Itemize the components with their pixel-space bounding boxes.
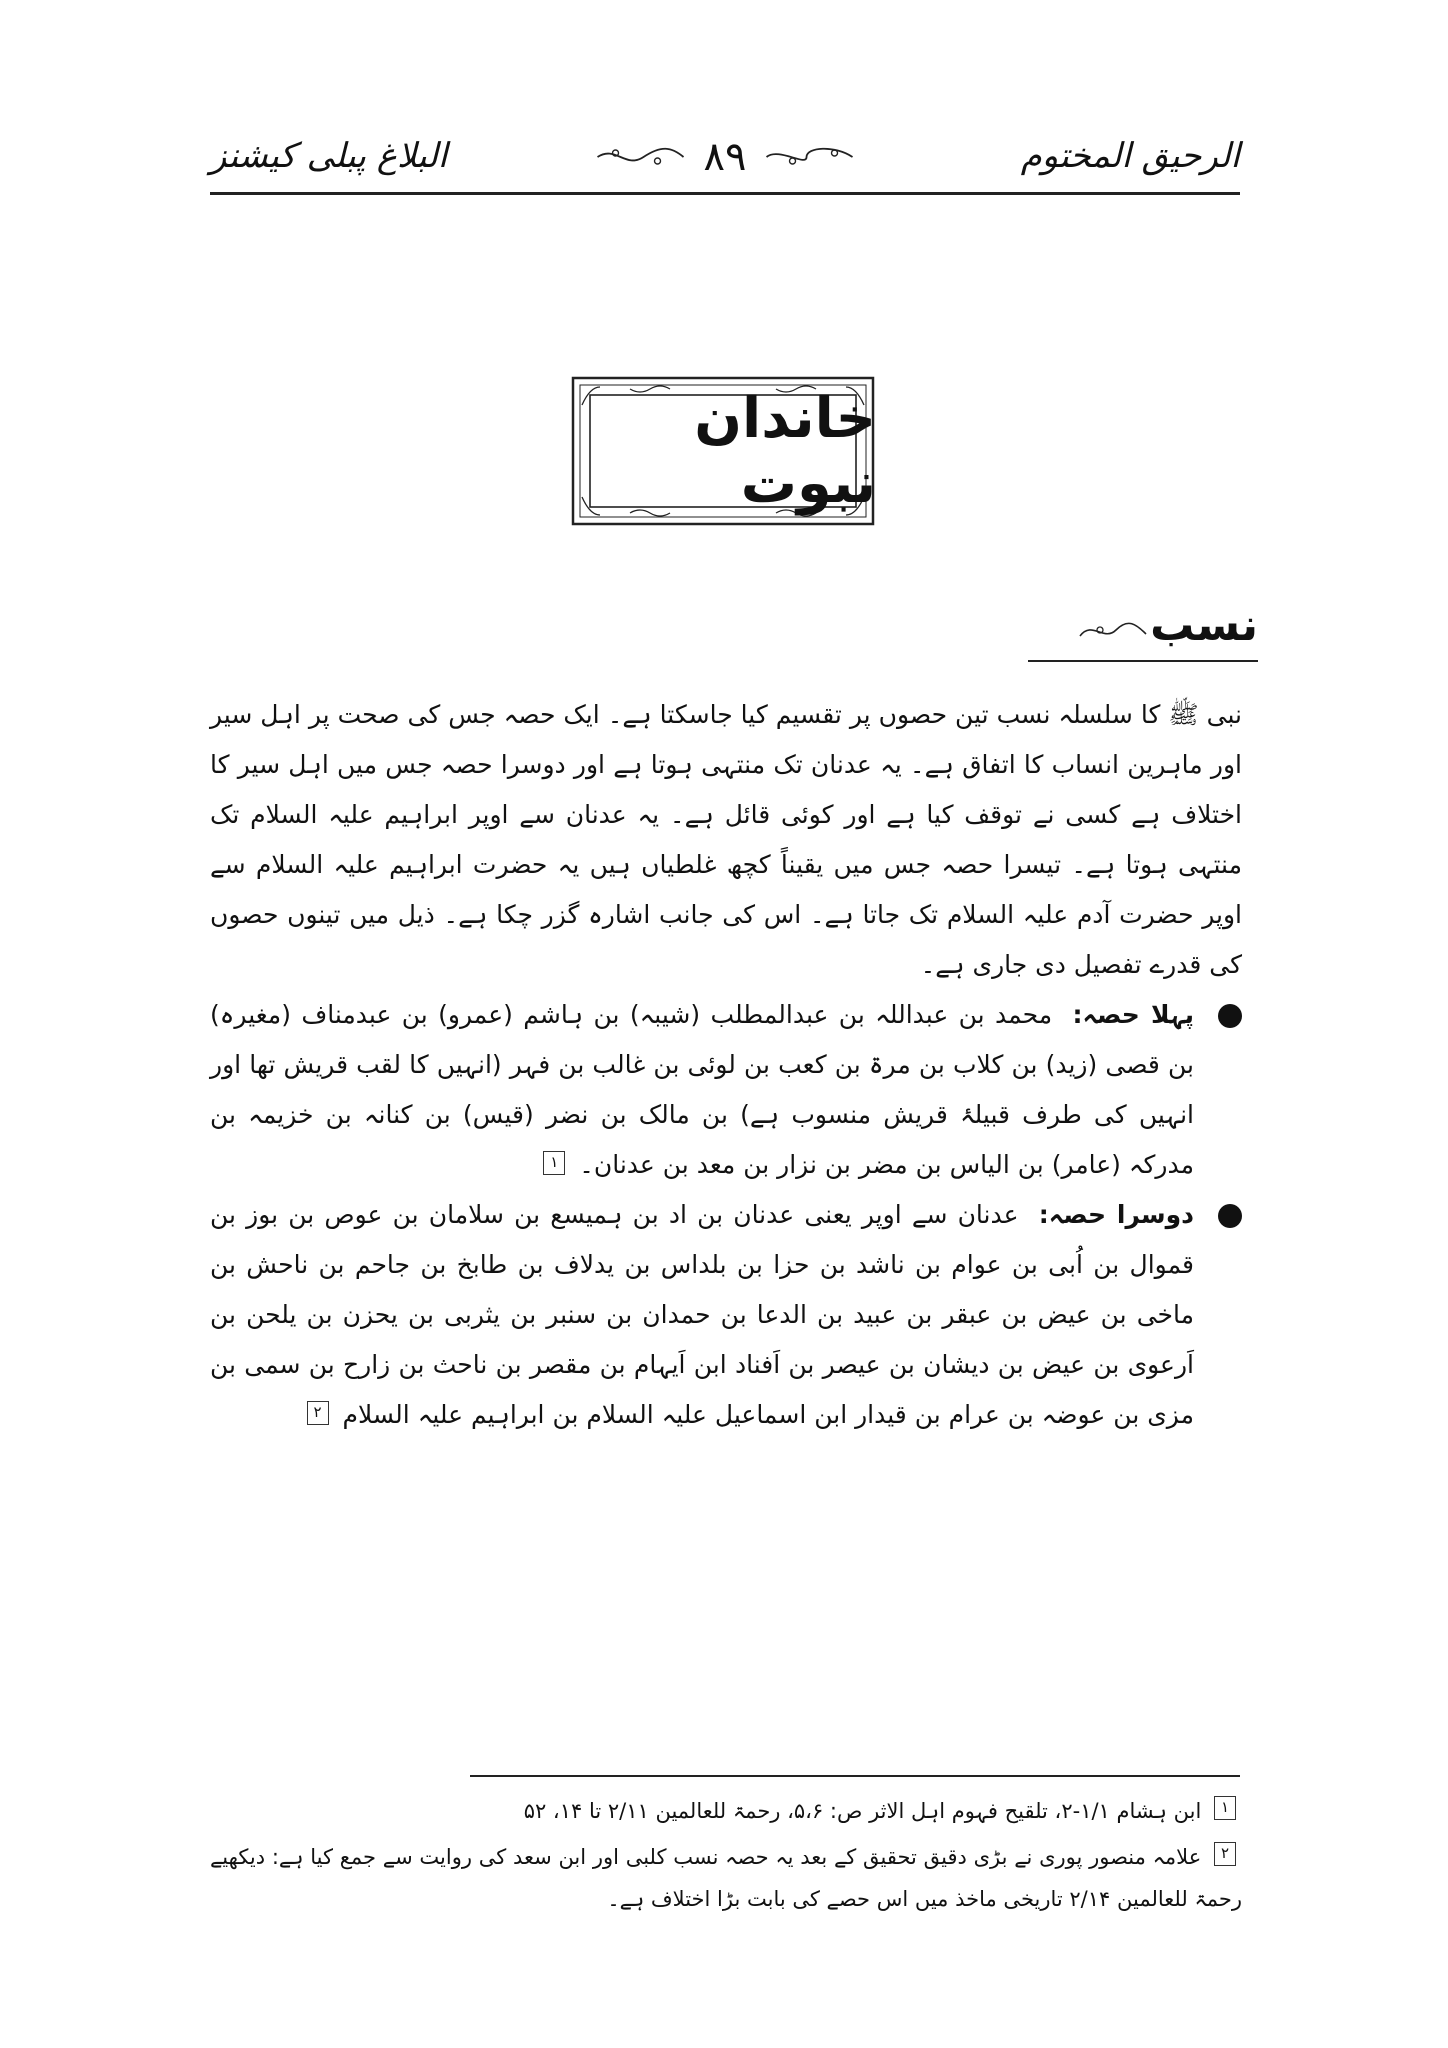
footnote-text: ابن ہشام ۱/۱-۲، تلقیح فہوم اہل الاثر ص: ۵،۶، رحمۃ للعالمین ۲/۱۱ تا ۱۴، ۵۲	[523, 1799, 1202, 1823]
floral-flourish-icon	[1078, 618, 1148, 644]
section-underline	[1028, 660, 1258, 662]
intro-paragraph: نبی ﷺ کا سلسلہ نسب تین حصوں پر تقسیم کیا جاسکتا ہے۔ ایک حصہ جس کی صحت پر اہل سیر اور ماہرین انساب کا اتفاق ہے۔ یہ عدنان تک منتہی ہوتا ہے اور دوسرا حصہ جس میں اہل سیر کا اختلاف ہے کسی نے توقف کیا ہے اور کوئی قائل ہے۔ یہ عدنان سے اوپر ابراہیم علیہ السلام تک منتہی ہوتا ہے۔ تیسرا حصہ جس میں یقیناً کچھ غلطیاں ہیں یہ حضرت ابراہیم علیہ السلام سے اوپر حضرت آدم علیہ السلام تک جاتا ہے۔ اس کی جانب اشارہ گزر چکا ہے۔ ذیل میں تینوں حصوں کی قدرے تفصیل دی جاری ہے۔	[210, 700, 1242, 979]
bullet-icon	[1218, 1204, 1242, 1228]
item-label: دوسرا حصہ:	[1038, 1200, 1194, 1229]
body-text	[210, 690, 1242, 1440]
footnote-reference[interactable]: ۲	[307, 1401, 329, 1425]
section-heading: نسب	[1150, 600, 1258, 651]
floral-scroll-icon	[764, 143, 854, 171]
list-item-first-part	[210, 990, 1242, 1190]
item-text: محمد بن عبداللہ بن عبدالمطلب (شیبہ) بن ہاشم (عمرو) بن عبدمناف (مغیرہ) بن قصی (زید) بن کلاب بن مرۃ بن کعب بن لوئی بن غالب بن فہر (انہیں کا لقب قریش تھا اور انہیں کی طرف قبیلۂ قریش منسوب ہے) بن مالک بن نضر (قیس) بن کنانہ بن خزیمہ بن مدرکہ (عامر) بن الیاس بن مضر بن نزار بن معد بن عدنان۔	[210, 1000, 1194, 1179]
book-title: الرحیق المختوم	[1020, 136, 1240, 176]
footnote	[210, 1836, 1242, 1920]
footnote-number: ۲	[1214, 1842, 1236, 1866]
page-number-group	[596, 134, 855, 180]
footnote-separator	[470, 1775, 1240, 1777]
chapter-title-frame	[570, 375, 876, 527]
footnote-number: ۱	[1214, 1796, 1236, 1820]
publisher-title: البلاغ پبلی کیشنز	[210, 136, 448, 176]
running-header	[210, 130, 1240, 195]
item-text: عدنان سے اوپر یعنی عدنان بن اد بن ہمیسع بن سلامان بن عوص بن بوز بن قموال بن اُبی بن عوام بن ناشد بن حزا بن بلداس بن یدلاف بن طابخ بن جاحم بن ناحش بن ماخی بن عیض بن عبقر بن عبید بن الدعا بن حمدان بن سنبر بن یثربی بن یحزن بن یلحن بن اَرعوی بن عیض بن دیشان بن عیصر بن اَفناد ابن اَیہام بن مقصر بن ناحث بن زارح بن سمی بن مزی بن عوضہ بن عرام بن قیدار ابن اسماعیل علیہ السلام بن ابراہیم علیہ السلام	[210, 1200, 1194, 1429]
footnote-text: علامہ منصور پوری نے بڑی دقیق تحقیق کے بعد یہ حصہ نسب کلبی اور ابن سعد کی روایت سے جمع کیا ہے: دیکھیے رحمۃ للعالمین ۲/۱۴ تاریخی ماخذ میں اس حصے کی بابت بڑا اختلاف ہے۔	[210, 1845, 1242, 1911]
item-label: پہلا حصہ:	[1072, 1000, 1194, 1029]
floral-scroll-icon	[596, 143, 686, 171]
footnote-reference[interactable]: ۱	[543, 1151, 565, 1175]
page-number: ۸۹	[703, 134, 747, 180]
chapter-title: خاندان نبوت	[694, 386, 876, 516]
footnotes	[210, 1790, 1242, 1924]
footnote	[210, 1790, 1242, 1832]
list-item-second-part	[210, 1190, 1242, 1440]
bullet-icon	[1218, 1004, 1242, 1028]
section-heading-block	[1028, 600, 1258, 662]
